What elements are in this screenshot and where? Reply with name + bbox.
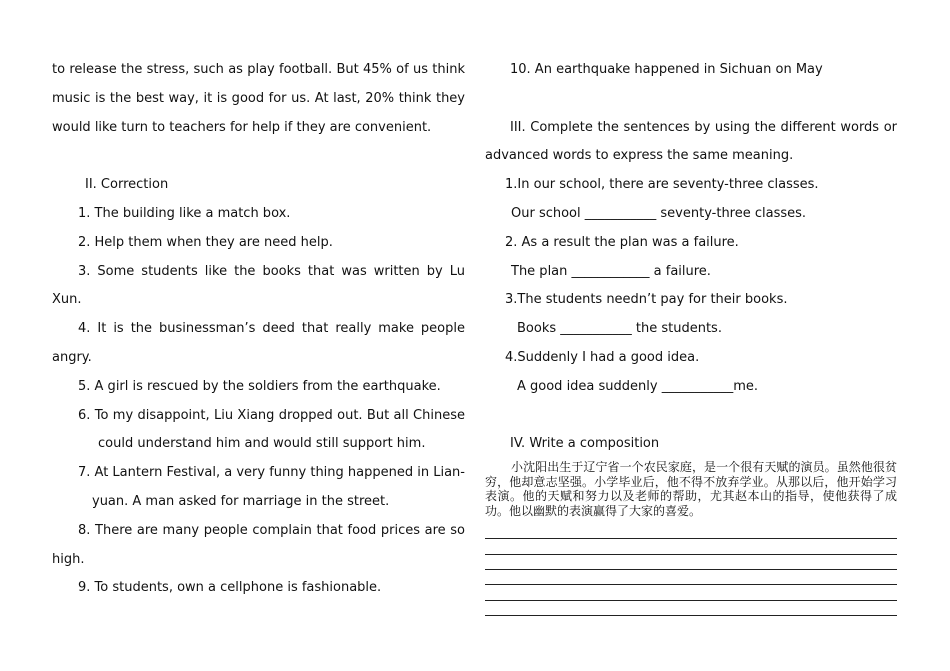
complete-item-1-answer: Our school ___________ seventy-three classes. bbox=[511, 205, 807, 221]
spacer bbox=[52, 142, 465, 171]
correction-item-1: 1. The building like a match box. bbox=[78, 205, 291, 221]
complete-item-4-answer: A good idea suddenly ___________me. bbox=[517, 378, 759, 394]
section-heading-composition: IV. Write a composition bbox=[510, 436, 660, 452]
intro-line-3: would like turn to teachers for help if they are convenient. bbox=[52, 119, 432, 135]
spacer bbox=[485, 85, 897, 114]
correction-item-4: 4. It is the businessman’s deed that really make people bbox=[78, 321, 465, 337]
writing-line[interactable] bbox=[485, 570, 897, 585]
correction-item-6-cont: could understand him and would still support him. bbox=[98, 436, 426, 452]
section-heading-complete-line-2: advanced words to express the same meaning. bbox=[485, 148, 794, 164]
writing-line[interactable] bbox=[485, 539, 897, 554]
left-column bbox=[52, 56, 465, 603]
correction-item-6: 6. To my disappoint, Liu Xiang dropped out. But all Chinese bbox=[78, 407, 465, 423]
complete-item-2-question: 2. As a result the plan was a failure. bbox=[505, 234, 739, 250]
spacer bbox=[485, 402, 897, 431]
correction-item-5: 5. A girl is rescued by the soldiers from the earthquake. bbox=[78, 378, 441, 394]
correction-item-2: 2. Help them when they are need help. bbox=[78, 234, 333, 250]
section-heading-complete-line-1: III. Complete the sentences by using the different words or bbox=[510, 119, 897, 135]
intro-line-2: music is the best way, it is good for us. At last, 20% think they bbox=[52, 90, 465, 106]
writing-lines[interactable] bbox=[485, 524, 897, 616]
correction-item-7-cont: yuan. A man asked for marriage in the street. bbox=[92, 493, 390, 509]
correction-item-4-cont: angry. bbox=[52, 349, 92, 365]
correction-item-9: 9. To students, own a cellphone is fashionable. bbox=[78, 580, 382, 596]
writing-line[interactable] bbox=[485, 585, 897, 600]
complete-item-1-question: 1.In our school, there are seventy-three classes. bbox=[505, 177, 819, 193]
section-heading-correction: II. Correction bbox=[85, 177, 169, 193]
complete-item-3-question: 3.The students needn’t pay for their books. bbox=[505, 292, 788, 308]
correction-item-7: 7. At Lantern Festival, a very funny thing happened in Lian- bbox=[78, 465, 465, 481]
intro-line-1: to release the stress, such as play football. But 45% of us think bbox=[52, 62, 465, 77]
correction-item-8-cont: high. bbox=[52, 551, 85, 567]
writing-line[interactable] bbox=[485, 601, 897, 616]
writing-line[interactable] bbox=[485, 555, 897, 570]
writing-line[interactable] bbox=[485, 524, 897, 539]
right-column bbox=[485, 56, 897, 616]
composition-prompt: 小沈阳出生于辽宁省一个农民家庭，是一个很有天赋的演员。虽然他很贫穷，他却意志坚强。小学毕业后，他不得不放弃学业。从那以后，他开始学习表演。他的天赋和努力以及老师的帮助，尤其赵本山的指导，使他获得了成功。他以幽默的表演赢得了大家的喜爱。 bbox=[485, 460, 897, 518]
correction-item-8: 8. There are many people complain that food prices are so bbox=[78, 522, 465, 538]
correction-item-3-cont: Xun. bbox=[52, 292, 82, 308]
correction-item-3: 3. Some students like the books that was written by Lu bbox=[78, 263, 465, 279]
complete-item-3-answer: Books ___________ the students. bbox=[517, 321, 722, 337]
complete-item-2-answer: The plan ____________ a failure. bbox=[511, 263, 711, 279]
correction-item-10: 10. An earthquake happened in Sichuan on May bbox=[510, 62, 823, 77]
complete-item-4-question: 4.Suddenly I had a good idea. bbox=[505, 349, 700, 365]
